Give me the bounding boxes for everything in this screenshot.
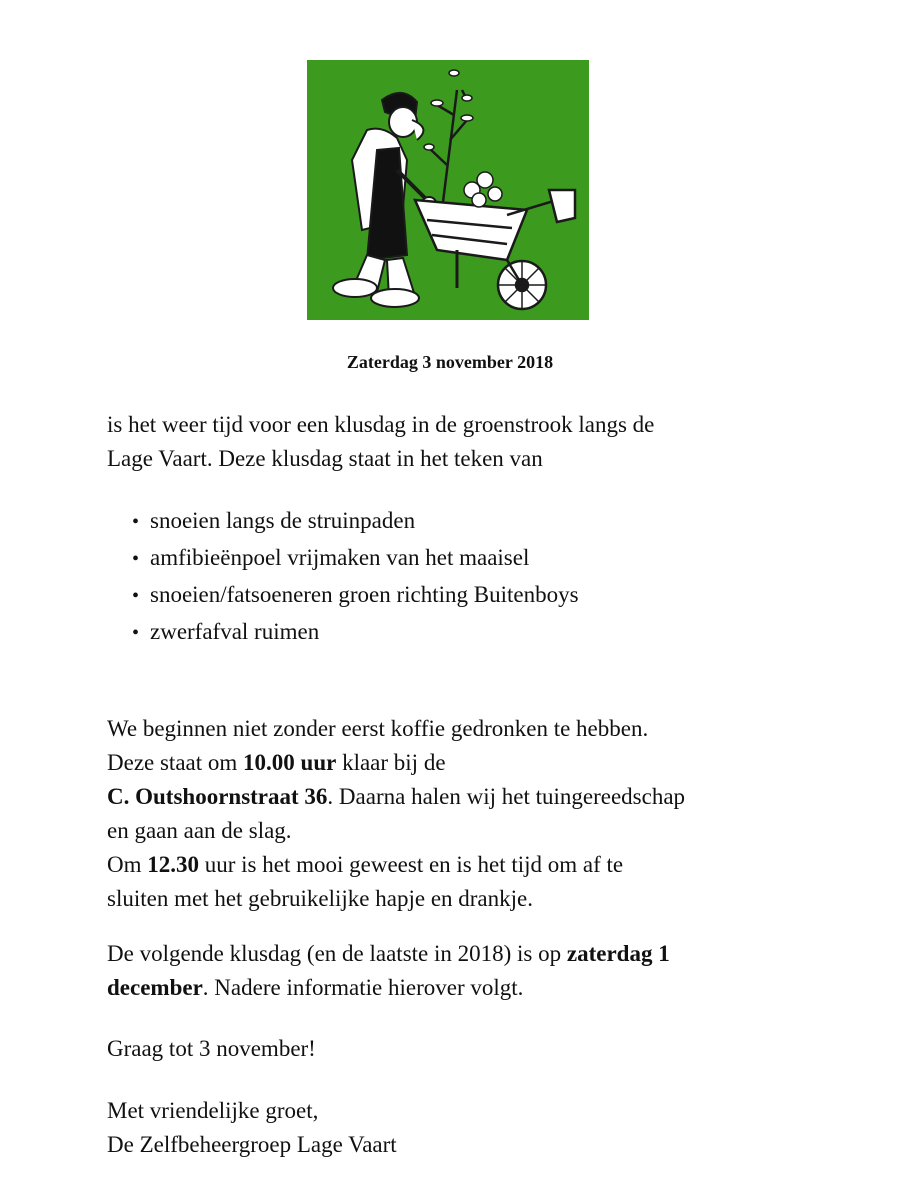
- next-text: . Nadere informatie hierover volgt.: [202, 975, 524, 1000]
- details-text: . Daarna halen wij het tuingereedschap: [327, 784, 686, 809]
- meeting-address: C. Outshoornstraat 36: [107, 784, 328, 809]
- intro-paragraph: [107, 408, 827, 476]
- task-list: [132, 503, 579, 651]
- intro-line: Lage Vaart. Deze klusdag staat in het teken van: [107, 446, 543, 471]
- list-item: [132, 614, 579, 651]
- details-line: sluiten met het gebruikelijke hapje en drankje.: [107, 886, 533, 911]
- intro-line: is het weer tijd voor een klusdag in de groenstrook langs de: [107, 412, 655, 437]
- next-event-paragraph: [107, 937, 827, 1005]
- closing-line: Graag tot 3 november!: [107, 1036, 316, 1061]
- details-text: uur is het mooi geweest en is het tijd om af te: [199, 852, 624, 877]
- signoff: [107, 1094, 827, 1162]
- task-label: amfibieënpoel vrijmaken van het maaisel: [150, 545, 530, 570]
- bullet-icon: •: [132, 622, 140, 644]
- bullet-icon: •: [132, 548, 140, 570]
- task-label: zwerfafval ruimen: [150, 619, 320, 644]
- gardener-with-wheelbarrow-icon: [307, 60, 589, 320]
- details-text: klaar bij de: [336, 750, 446, 775]
- details-text: Om: [107, 852, 148, 877]
- bullet-icon: •: [132, 585, 140, 607]
- gardener-illustration: [307, 60, 589, 320]
- details-line: We beginnen niet zonder eerst koffie gedronken te hebben.: [107, 716, 649, 741]
- list-item: [132, 577, 579, 614]
- event-date-heading: Zaterdag 3 november 2018: [346, 352, 554, 372]
- next-date: december: [107, 975, 203, 1000]
- bullet-icon: •: [132, 511, 140, 533]
- next-date: zaterdag 1: [566, 941, 670, 966]
- task-label: snoeien/fatsoeneren groen richting Buitenboys: [150, 582, 579, 607]
- details-paragraph: [107, 712, 827, 916]
- signoff-group-name: De Zelfbeheergroep Lage Vaart: [107, 1132, 397, 1157]
- end-time: 12.30: [147, 852, 199, 877]
- signoff-greeting: Met vriendelijke groet,: [107, 1098, 319, 1123]
- details-text: Deze staat om: [107, 750, 244, 775]
- list-item: [132, 540, 579, 577]
- coffee-time: 10.00 uur: [243, 750, 337, 775]
- task-label: snoeien langs de struinpaden: [150, 508, 416, 533]
- details-line: en gaan aan de slag.: [107, 818, 292, 843]
- next-text: De volgende klusdag (en de laatste in 2018) is op: [107, 941, 567, 966]
- list-item: [132, 503, 579, 540]
